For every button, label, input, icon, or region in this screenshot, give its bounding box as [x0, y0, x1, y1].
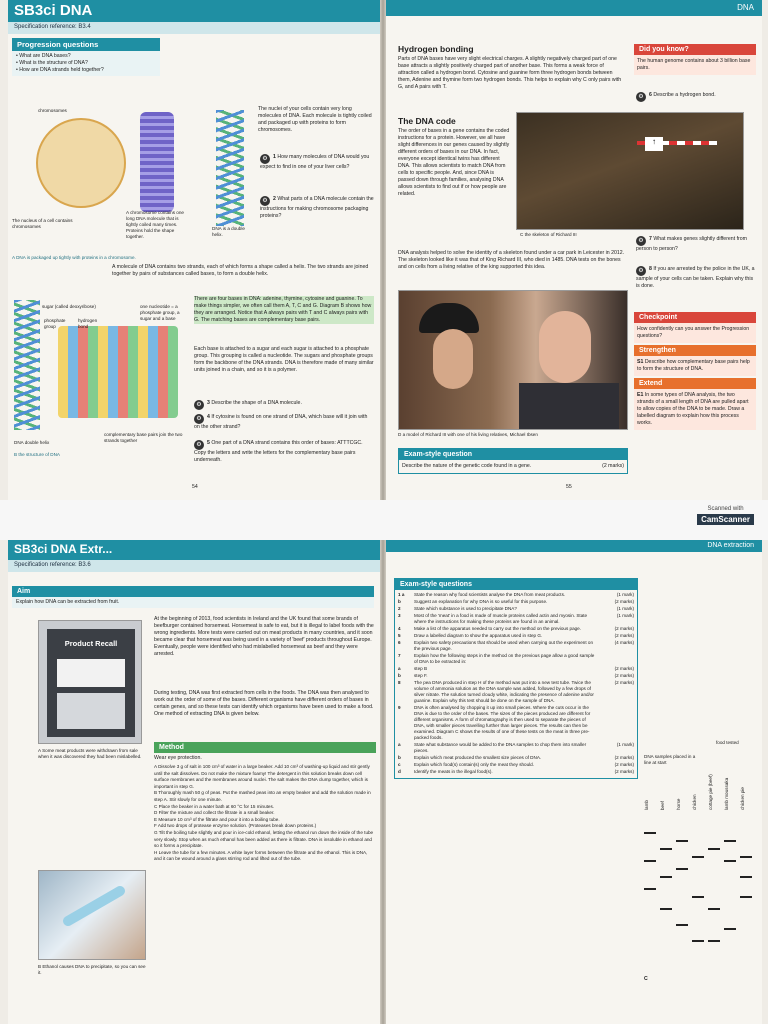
chapter-header — [8, 540, 380, 560]
gel-band — [708, 940, 720, 942]
gel-subtitle: DNA samples placed in a line at start — [644, 754, 696, 765]
did-you-know-title: Did you know? — [634, 44, 756, 55]
exam-question — [398, 705, 634, 741]
exam-question-text: State which substance is used to precipitate DNA? — [414, 606, 517, 611]
progression-item: • What is the structure of DNA? — [16, 60, 88, 66]
intro-paragraph: The nuclei of your cells contain very long molecules of DNA. Each molecule is tightly coiled and packaged up with proteins to form chromosomes. — [258, 106, 372, 133]
exam-question-marks: (1 mark) — [616, 742, 634, 747]
strengthen-title: Strengthen — [634, 345, 756, 356]
exam-question — [398, 599, 634, 605]
exam-question-title: Exam-style question — [399, 449, 627, 460]
gel-band — [692, 940, 704, 942]
did-you-know-box — [634, 44, 756, 75]
exam-question-text: Draw a labelled diagram to show the apparatus used in step G. — [414, 633, 543, 638]
progression-item: • How are DNA strands held together? — [16, 67, 104, 73]
test-tube-illustration — [61, 884, 127, 928]
page-55 — [386, 0, 762, 500]
exam-question — [398, 666, 634, 672]
exam-question-number: 8 — [398, 680, 401, 685]
method-step: B Thoroughly mash 50 g of peas. Put the mashed peas into an empty beaker and add the solution made in step A. Stir slowly for one minute. — [154, 790, 371, 802]
page-number: 54 — [192, 484, 198, 490]
label-sugar: sugar (called deoxyribose) — [42, 304, 96, 309]
exam-question-text: State the reason why food scientists analyse the DNA from meat products. — [414, 592, 566, 597]
chapter-title: DNA extraction — [707, 542, 754, 549]
exam-question-text: Most of the 'meat' in a food is made of muscle proteins called actin and myosin. State where the instructions for making these proteins are found in an animal. — [414, 613, 588, 624]
progression-title: Progression questions — [12, 38, 160, 51]
exam-question-number: a — [398, 666, 401, 671]
exam-question — [398, 633, 634, 639]
chapter-title: DNA — [737, 3, 754, 12]
exam-question-number: 2 — [398, 606, 401, 611]
gel-lane — [724, 770, 736, 970]
checkpoint-title: Checkpoint — [634, 312, 756, 323]
gel-band — [644, 888, 656, 890]
exam-question-text: step B — [414, 666, 428, 671]
gel-figure-label: C — [644, 976, 648, 982]
exam-question-marks: (1 mark) — [616, 592, 634, 597]
method-box — [154, 742, 376, 863]
paragraph-bases: There are four bases in DNA: adenine, thymine, cytosine and guanine. To make things simpler, we often call them A, T, C and G. Diagram B shows how they are arranged. Notice that A always pairs with T and C always pairs with G. The matching bases are complementary base pairs. — [194, 296, 374, 324]
exam-question-marks: (2 marks) — [614, 755, 634, 760]
question-icon: ⚙ — [260, 196, 270, 206]
jacket — [519, 383, 619, 430]
exam-question — [398, 769, 634, 775]
exam-question-marks: (1 mark) — [616, 606, 634, 611]
question-icon: ⚙ — [194, 400, 204, 410]
exam-question — [398, 673, 634, 679]
dna-double-helix-illustration — [14, 300, 40, 430]
label-double-helix: DNA double helix — [14, 440, 50, 445]
chapter-title: SB3ci DNA Extr... — [14, 542, 113, 556]
question-2: ⚙ 2 What parts of a DNA molecule contain the instructions for making chromosome packaging proteins? — [260, 196, 374, 219]
exam-question-number: 3 — [398, 613, 401, 618]
exam-question — [398, 626, 634, 632]
recall-notice — [57, 693, 125, 729]
richard-model-photo — [398, 290, 628, 430]
page-54 — [8, 0, 380, 500]
product-recall-photo — [38, 620, 142, 744]
photo-d-caption: D a model of Richard III with one of his living relatives, Michael Ibsen — [398, 432, 538, 437]
exam-question-text: Explain which food(s) contain(s) only the meat they should. — [414, 762, 535, 767]
page-number: 55 — [566, 484, 572, 490]
exam-question — [398, 592, 634, 598]
gel-title: food tested — [716, 740, 739, 745]
gel-band — [692, 896, 704, 898]
gel-lane-label: horse — [676, 798, 681, 810]
intro-paragraph: At the beginning of 2013, food scientists in Ireland and the UK found that some brands of beefburger contained horsemeat. Horsemeat is safe to eat, but it is illegal to label foods with the wrong ingredients. More tests were carried out on meat products in many countries, and it soon became clear that horsemeat was being used in a variety of 'beef' products throughout Europe. Eventually, people were identified who had mislabelled horsemeat as beef and they were arrested. — [154, 616, 374, 657]
label-phosphate: phosphate group — [44, 318, 66, 329]
exam-question-text: State what substance would be added to the DNA samples to chop them into smaller pieces. — [414, 742, 587, 753]
aim-text: Explain how DNA can be extracted from fruit. — [12, 597, 374, 608]
paragraph-helix: A molecule of DNA contains two strands, each of which forms a shape called a helix. The two strands are joined together by pairs of substances called bases, to form a double helix. — [112, 264, 369, 277]
scanner-watermark — [697, 506, 754, 525]
gel-lane — [676, 770, 688, 970]
base-pair-ladder-illustration — [58, 326, 178, 418]
strengthen-s1: S1 Describe how complementary base pairs help to form the structure of DNA. — [634, 356, 756, 376]
exam-question-number: c — [398, 762, 401, 767]
exam-question-number: b — [398, 673, 401, 678]
exam-question-text: Describe the nature of the genetic code found in a gene. — [402, 463, 532, 469]
exam-question-number: 7 — [398, 653, 401, 658]
exam-question-marks: (2 marks) — [614, 769, 634, 774]
figure-b-caption: B the structure of DNA — [14, 452, 60, 457]
progression-item: • What are DNA bases? — [16, 53, 71, 59]
exam-question-number: 4 — [398, 626, 401, 631]
exam-question-number: 1 a — [398, 592, 405, 597]
page-extraction-right — [386, 540, 762, 1024]
gel-lane — [692, 770, 704, 970]
question-icon: ⚙ — [636, 92, 646, 102]
label-hydrogen-bond: hydrogen bond — [78, 318, 98, 329]
scan-gap — [0, 500, 768, 540]
photo-c-caption: C the skeleton of Richard III — [520, 232, 577, 237]
exam-question-marks — [596, 653, 634, 665]
exam-question — [398, 755, 634, 761]
exam-question — [398, 680, 634, 704]
recall-sign-text: Product Recall — [64, 639, 118, 648]
gel-band — [724, 860, 736, 862]
watermark-logo: CamScanner — [697, 514, 754, 525]
progression-box — [12, 38, 160, 76]
gel-band — [660, 876, 672, 878]
chapter-title: SB3ci DNA — [14, 2, 93, 19]
question-icon: ⚙ — [194, 440, 204, 450]
ethanol-photo — [38, 870, 146, 960]
exam-question — [398, 613, 634, 625]
exam-question — [398, 742, 634, 754]
exam-question-marks: (4 marks) — [614, 640, 634, 645]
dna-code-title: The DNA code — [398, 116, 456, 126]
exam-question-number: b — [398, 755, 401, 760]
method-title: Method — [154, 742, 376, 753]
method-step: G Tilt the boiling tube slightly and pour in ice-cold ethanol, letting the ethanol run down the inside of the tube very slowly. Stop when as much ethanol has been added as there is filtrate. DNA is insoluble in ethanol and so it forms a precipitate. — [154, 829, 374, 849]
label-complementary-pairs: complementary base pairs join the two strands together — [104, 432, 183, 443]
gel-band — [724, 928, 736, 930]
chapter-header — [386, 540, 762, 552]
aim-title: Aim — [12, 586, 374, 597]
question-3: ⚙ 3 Describe the shape of a DNA molecule. — [194, 400, 374, 410]
gel-band — [692, 856, 704, 858]
face-relative — [539, 311, 591, 383]
exam-question-marks: (2 marks) — [614, 626, 634, 631]
chapter-header — [386, 0, 762, 16]
exam-question-marks: (2 marks) — [602, 463, 624, 469]
exam-question-text: Identify the meats in the illegal food(s). — [414, 769, 493, 774]
aim-box — [12, 586, 374, 608]
gel-band — [740, 856, 752, 858]
gel-band — [708, 908, 720, 910]
method-intro: Wear eye protection. — [154, 755, 202, 761]
exam-questions-title: Exam-style questions — [395, 579, 637, 590]
exam-question-number: a — [398, 742, 401, 747]
exam-question — [398, 653, 634, 665]
gel-lane-label: lamb moussaka — [724, 777, 729, 810]
exam-question-text: Explain two safety precautions that should be used when carrying out the experiment on the previous page. — [414, 640, 594, 651]
gel-band — [660, 848, 672, 850]
spec-reference: Specification reference: B3.6 — [8, 560, 380, 572]
exam-question — [398, 640, 634, 652]
question-1: ⚙ 1 How many molecules of DNA would you expect to find in one of your liver cells? — [260, 154, 370, 170]
extend-e1: E1 In some types of DNA analysis, the two strands of a small length of DNA are pulled apart to allow copies of the DNA to be made. Draw a labelled diagram to explain how this process works. — [634, 389, 756, 430]
hydrogen-bonding-text: Parts of DNA bases have very slight electrical charges. A slightly negatively charged part of one base attracts a slightly positively charged part of another base. This forms a weak force of attraction called a hydrogen bond. Cytosine and guanine form three hydrogen bonds between them, Adenine and thymine form two hydrogen bonds. This helps to explain why C only pairs with G, and A pairs with T. — [398, 56, 622, 90]
did-you-know-text: The human genome contains about 3 billion base pairs. — [634, 55, 756, 75]
gel-band — [676, 924, 688, 926]
exam-question-marks: (2 marks) — [614, 599, 634, 604]
gel-band — [740, 876, 752, 878]
exam-question — [398, 606, 634, 612]
gel-band — [644, 860, 656, 862]
watermark-line1: Scanned with — [707, 506, 744, 512]
gel-lane — [740, 770, 752, 970]
exam-question-number: b — [398, 599, 401, 604]
question-icon: ⚙ — [636, 266, 646, 276]
caption-a: A Some meat products were withdrawn from sale when it was discovered they had been mislabelled. — [38, 748, 142, 759]
question-icon: ⚙ — [636, 236, 646, 246]
dna-helix-illustration — [216, 110, 244, 226]
exam-questions-box — [394, 578, 638, 779]
question-7: ⚙ 7 What makes genes slightly different from person to person? — [636, 236, 747, 252]
question-6: ⚙ 6 Describe a hydrogen bond. — [636, 92, 756, 102]
recall-notice — [57, 659, 125, 687]
checkpoint-box — [634, 312, 756, 430]
gel-diagram — [644, 770, 760, 970]
exam-question-text: step F. — [414, 673, 428, 678]
question-5: ⚙ 5 One part of a DNA strand contains this order of bases: ATTTCGC. Copy the letters and write the letters for the complementary base pairs underneath. — [194, 440, 363, 463]
exam-question-marks: (2 marks) — [614, 666, 634, 671]
exam-question-marks: (2 marks) — [614, 680, 634, 685]
exam-question-box — [398, 448, 628, 474]
question-icon: ⚙ — [260, 154, 270, 164]
method-step: F Add two drops of protease enzyme solution. (Proteases break down proteins.) — [154, 823, 317, 829]
exam-question-text: DNA is often analysed by chopping it up into small pieces. Where the cuts occur in the DNA is due to the order of the bases. The sizes of the pieces produced are different for different organisms. A form of chromatography is then used to separate the pieces of DNA, with smaller pieces travelling further than larger pieces. The results can then be examined. Diagram C shows the results of one of these tests on the meat in three pre-packed foods. — [414, 705, 591, 740]
gel-lane-label: cottage pie (beef) — [708, 774, 713, 810]
face-model — [433, 329, 473, 389]
exam-question-number: d — [398, 769, 401, 774]
hydrogen-bonding-title: Hydrogen bonding — [398, 44, 474, 54]
method-steps — [154, 764, 376, 863]
richard-text: DNA analysis helped to solve the identity of a skeleton found under a car park in Leicester in 2012. The skeleton looked like it was that of King Richard III, who died in 1485. DNA tests on the bones and on cells from a living relative of the king supported this idea. — [398, 250, 625, 270]
exam-question-number: 9 — [398, 705, 401, 710]
exam-question-number: 6 — [398, 640, 401, 645]
north-arrow-icon: ↑ — [645, 137, 663, 151]
checkpoint-text: How confidently can you answer the Progression questions? — [634, 323, 756, 343]
extend-title: Extend — [634, 378, 756, 389]
gel-band — [708, 848, 720, 850]
gel-band — [724, 840, 736, 842]
top-spread — [0, 0, 768, 500]
dna-code-text: The order of bases in a gene contains the coded instructions for a protein. However, we all have slight differences in our genes caused by slightly different orders of bases in our DNA. In fact, everyone except identical twins has different DNA. This allows scientists to match DNA from cells to specific people. And, since DNA is passed down through families, analysing DNA allows scientists to find out if or how people are related. — [398, 128, 510, 197]
gel-band — [676, 868, 688, 870]
gel-band — [660, 908, 672, 910]
skeleton-photo — [516, 112, 744, 230]
bottom-spread — [0, 540, 768, 1024]
method-step: C Place the beaker in a water bath at 60 °C for 15 minutes. — [154, 803, 275, 809]
paragraph-nucleotide: Each base is attached to a sugar and each sugar is attached to a phosphate group. This grouping is called a nucleotide. The sugars and phosphate groups form the backbone of the DNA strands. DNA is therefore made of many similar units joined in a chain, and so it is a polymer. — [194, 346, 374, 373]
cell-illustration — [36, 118, 126, 208]
method-step: E Measure 10 cm³ of the filtrate and pour it into a boiling tube. — [154, 816, 280, 822]
question-8: ⚙ 8 If you are arrested by the police in the UK, a sample of your cells can be taken. Explain why this is done. — [636, 266, 755, 289]
exam-question-marks: (2 marks) — [614, 673, 634, 678]
gel-band — [644, 832, 656, 834]
page-extraction-left — [8, 540, 380, 1024]
label-nucleotide: one nucleotide = a phosphate group, a sugar and a base — [140, 304, 180, 321]
exam-question-text: Suggest an explanation for why DNA is so useful for this purpose. — [414, 599, 548, 604]
gel-lane-label: chicken pie — [740, 787, 745, 810]
exam-question-marks: (2 marks) — [614, 633, 634, 638]
gel-lane — [660, 770, 672, 970]
chromosomes-label: chromosomes — [38, 108, 67, 113]
chromosome-illustration — [140, 112, 174, 212]
question-icon: ⚙ — [194, 414, 204, 424]
figure-a-caption: A DNA is packaged up tightly with proteins in a chromosome. — [12, 255, 136, 260]
exam-question — [398, 762, 634, 768]
method-step: A Dissolve 3 g of salt in 100 cm³ of water in a large beaker. Add 10 cm³ of washing-up liquid and stir gently until the salt dissolves. Do not make the mixture foamy! The detergent in this solution breaks down cell surface membranes and the membranes around nuclei. The salt makes the DNA clump together, which is important in step G. — [154, 764, 370, 789]
caption-b: B Ethanol causes DNA to precipitate, so you can see it. — [38, 964, 146, 975]
caption-nucleus: The nucleus of a cell contains chromosomes — [12, 218, 73, 229]
gel-lane-label: beef — [660, 801, 665, 810]
gel-lane-label: lamb — [644, 800, 649, 810]
gel-lane — [644, 770, 656, 970]
exam-question-text: Make a list of the apparatus needed to carry out the method on the previous page. — [414, 626, 582, 631]
recall-sign — [47, 629, 135, 737]
exam-question-text: Explain how the following steps in the method on the previous page allow a good sample of DNA to be extracted in: — [414, 653, 595, 664]
testing-paragraph: During testing, DNA was first extracted from cells in the foods. The DNA was then analysed to work out the order of some of the bases. Different organisms have different orders of bases in certain genes, and so these tests can identify which organisms have been used to make a food. One method of extracting DNA is given below. — [154, 690, 374, 717]
exam-question-number: 5 — [398, 633, 401, 638]
gel-lane — [708, 770, 720, 970]
exam-question-text: Explain which meat produced the smallest size pieces of DNA. — [414, 755, 542, 760]
gel-band — [676, 840, 688, 842]
exam-question-marks — [596, 705, 634, 741]
method-step: D Filter the mixture and collect the filtrate in a small beaker. — [154, 810, 275, 816]
method-step: H Leave the tube for a few minutes. A white layer forms between the filtrate and the ethanol. This is DNA, and it can be wound around a glass stirring rod and lifted out of the tube. — [154, 849, 368, 862]
spec-reference: Specification reference: B3.4 — [8, 22, 380, 34]
caption-dna: DNA is a double helix. — [212, 226, 245, 237]
chapter-header — [8, 0, 380, 22]
question-4: ⚙ 4 If cytosine is found on one strand of DNA, which base will it join with on the other strand? — [194, 414, 368, 430]
exam-question-marks: (2 marks) — [614, 762, 634, 767]
exam-question-marks: (1 mark) — [616, 613, 634, 618]
caption-chromosome: A chromosome contains one long DNA molecule that is tightly coiled many times. Proteins hold the shape together. — [126, 210, 184, 239]
exam-question-text: The pea DNA produced in step H of the method was put into a new test tube. Twice the volume of ammonia solution as the DNA sample was added, followed by a few drops of silver nitrate. The solution turned cloudy white, indicating the presence of adenine and/or guanine. Explain why this test should be done on the sample of DNA. — [414, 680, 594, 703]
gel-band — [740, 896, 752, 898]
gel-lane-label: chicken — [692, 794, 697, 810]
